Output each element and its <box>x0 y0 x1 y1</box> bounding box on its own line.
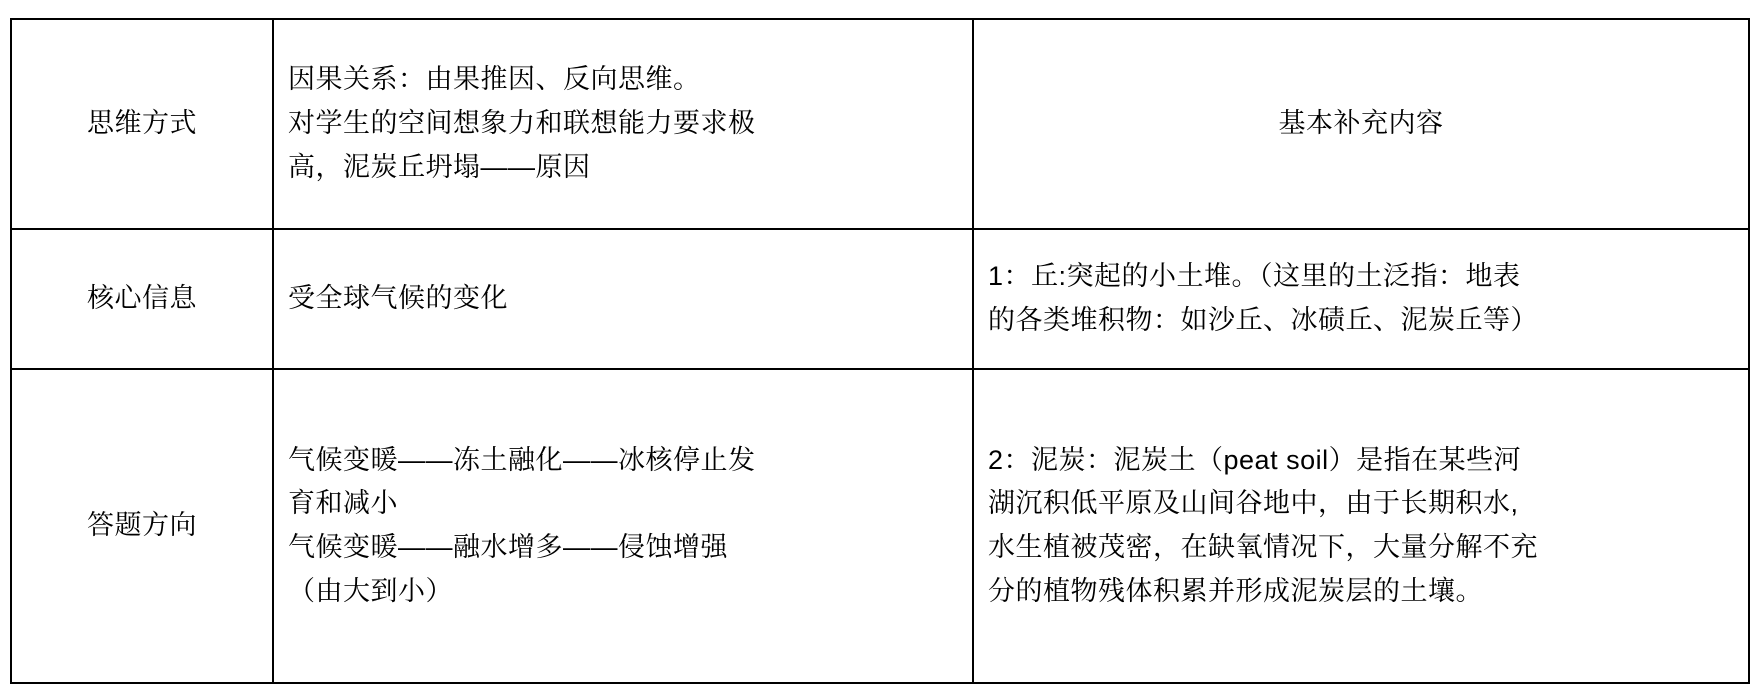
text-line: 2：泥炭：泥炭土（peat soil）是指在某些河 <box>988 444 1522 475</box>
text-line: 气候变暖——融水增多——侵蚀增强 <box>288 532 728 562</box>
text-line: 对学生的空间想象力和联想能力要求极 <box>288 108 756 139</box>
text-line: 高，泥炭丘坍塌——原因 <box>288 151 591 182</box>
table-row <box>11 369 1749 683</box>
row-middle-thinking <box>273 19 973 229</box>
text-line: 1：丘:突起的小土堆。（这里的土泛指：地表 <box>988 261 1521 292</box>
text-line: 湖沉积低平原及山间谷地中，由于长期积水, <box>988 488 1519 519</box>
text-line: 水生植被茂密，在缺氧情况下，大量分解不充 <box>988 532 1538 562</box>
row-label-thinking: 思维方式 <box>11 19 273 229</box>
text-line: 分的植物残体积累并形成泥炭层的土壤。 <box>988 575 1483 606</box>
row-label-answer-direction: 答题方向 <box>11 369 273 683</box>
row-right-thinking <box>973 19 1749 229</box>
text-line: 因果关系：由果推因、反向思维。 <box>288 64 701 95</box>
text-line: 气候变暖——冻土融化——冰核停止发 <box>288 444 756 475</box>
row-right-answer-direction <box>973 369 1749 683</box>
table-row <box>11 19 1749 229</box>
row-label-core-info: 核心信息 <box>11 229 273 369</box>
text-line: 基本补充内容 <box>1278 108 1444 139</box>
table-row <box>11 229 1749 369</box>
text-line: 育和减小 <box>288 488 398 519</box>
text-line: 的各类堆积物：如沙丘、冰碛丘、泥炭丘等） <box>988 305 1538 335</box>
row-middle-answer-direction <box>273 369 973 683</box>
content-table <box>10 18 1750 684</box>
row-right-core-info <box>973 229 1749 369</box>
text-line: （由大到小） <box>288 575 453 606</box>
row-middle-core-info <box>273 229 973 369</box>
text-line: 受全球气候的变化 <box>288 283 508 314</box>
